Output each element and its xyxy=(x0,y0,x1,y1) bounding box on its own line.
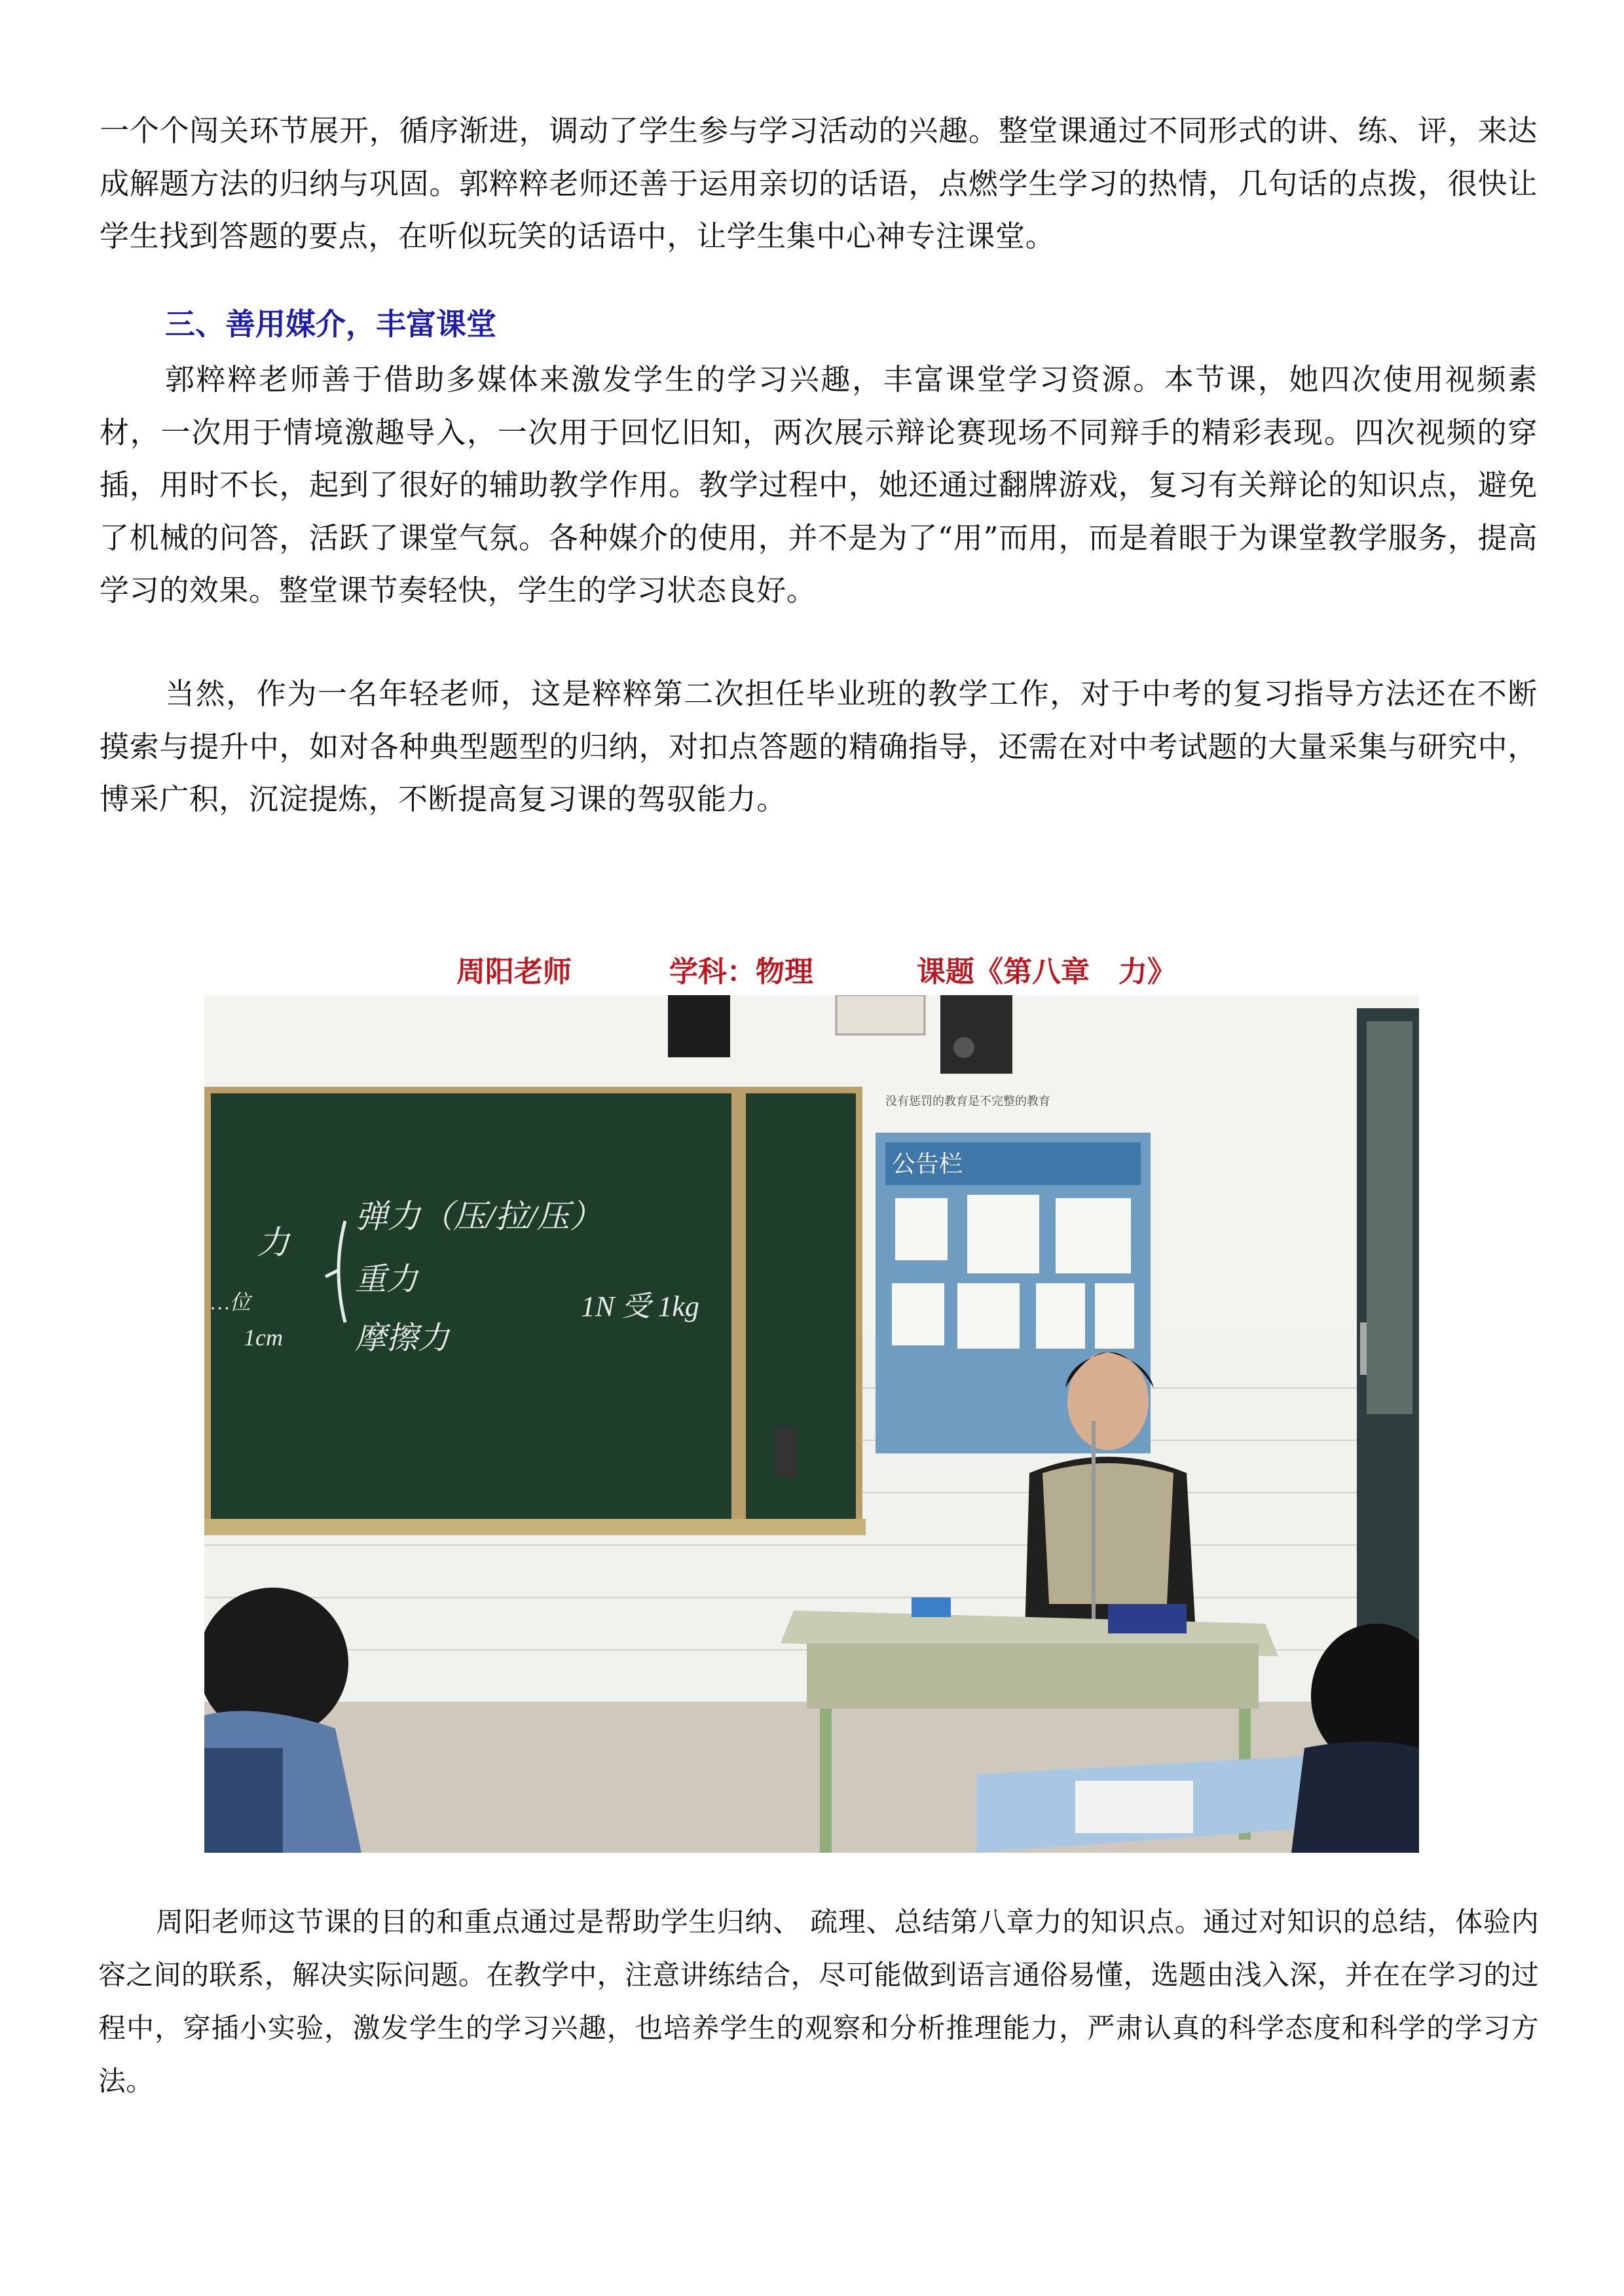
blackboard-text-2: 弹力（压/拉/压） xyxy=(355,1198,602,1235)
paragraph-1: 一个个闯关环节展开，循序渐进，调动了学生参与学习活动的兴趣。整堂课通过不同形式的讲、练、评，来达成解题方法的归纳与巩固。郭粹粹老师还善于运用亲切的话语，点燃学生学习的热情，几句话的点拨，很快让学生找到答题的要点，在听似玩笑的话语中，让学生集中心神专注课堂。 xyxy=(100,113,1538,253)
notice-board-title: 公告栏 xyxy=(892,1151,963,1178)
blackboard-text-6: …位 xyxy=(211,1290,251,1314)
section-heading-3: 三、善用媒介，丰富课堂 xyxy=(165,306,496,342)
caption-teacher: 周阳老师 xyxy=(456,955,572,989)
caption-topic: 课题《第八章 力》 xyxy=(917,955,1176,989)
paragraph-3: 当然，作为一名年轻老师，这是粹粹第二次担任毕业班的教学工作，对于中考的复习指导方法还在不断摸索与提升中，如对各种典型题型的归纳，对扣点答题的精确指导，还需在对中考试题的大量采集与研究中，博采广积，沉淀提炼，不断提高复习课的驾驭能力。 xyxy=(100,676,1538,816)
photo-caption xyxy=(0,946,1624,998)
blackboard-text-3: 重力 xyxy=(355,1262,418,1297)
classroom-photo xyxy=(204,995,1419,1853)
blackboard-text-7: 1cm xyxy=(244,1324,283,1351)
wall-banner: 没有惩罚的教育是不完整的教育 xyxy=(885,1095,1050,1108)
caption-subject: 学科：物理 xyxy=(669,955,813,989)
paragraph-4: 周阳老师这节课的目的和重点通过是帮助学生归纳、 疏理、总结第八章力的知识点。通过对知识的总结，体验内容之间的联系，解决实际问题。在教学中，注意讲练结合，尽可能做到语言通俗易懂，选题由浅入深，并在在学习的过程中，穿插小实验，激发学生的学习兴趣，也培养学生的观察和分析推理能力，严肃认真的科学态度和科学的学习方法。 xyxy=(98,1906,1539,2097)
blackboard-text-4: 摩擦力 xyxy=(355,1321,450,1356)
blackboard-text-5: 1N 受 1kg xyxy=(581,1290,699,1322)
paragraph-2: 郭粹粹老师善于借助多媒体来激发学生的学习兴趣，丰富课堂学习资源。本节课，她四次使用视频素材，一次用于情境激趣导入，一次用于回忆旧知，两次展示辩论赛现场不同辩手的精彩表现。四次视频的穿插，用时不长，起到了很好的辅助教学作用。教学过程中，她还通过翻牌游戏，复习有关辩论的知识点，避免了机械的问答，活跃了课堂气氛。各种媒介的使用，并不是为了“用”而用，而是着眼于为课堂教学服务，提高学习的效果。整堂课节奏轻快，学生的学习状态良好。 xyxy=(100,362,1538,608)
blackboard-text-1: 力 xyxy=(257,1224,289,1261)
